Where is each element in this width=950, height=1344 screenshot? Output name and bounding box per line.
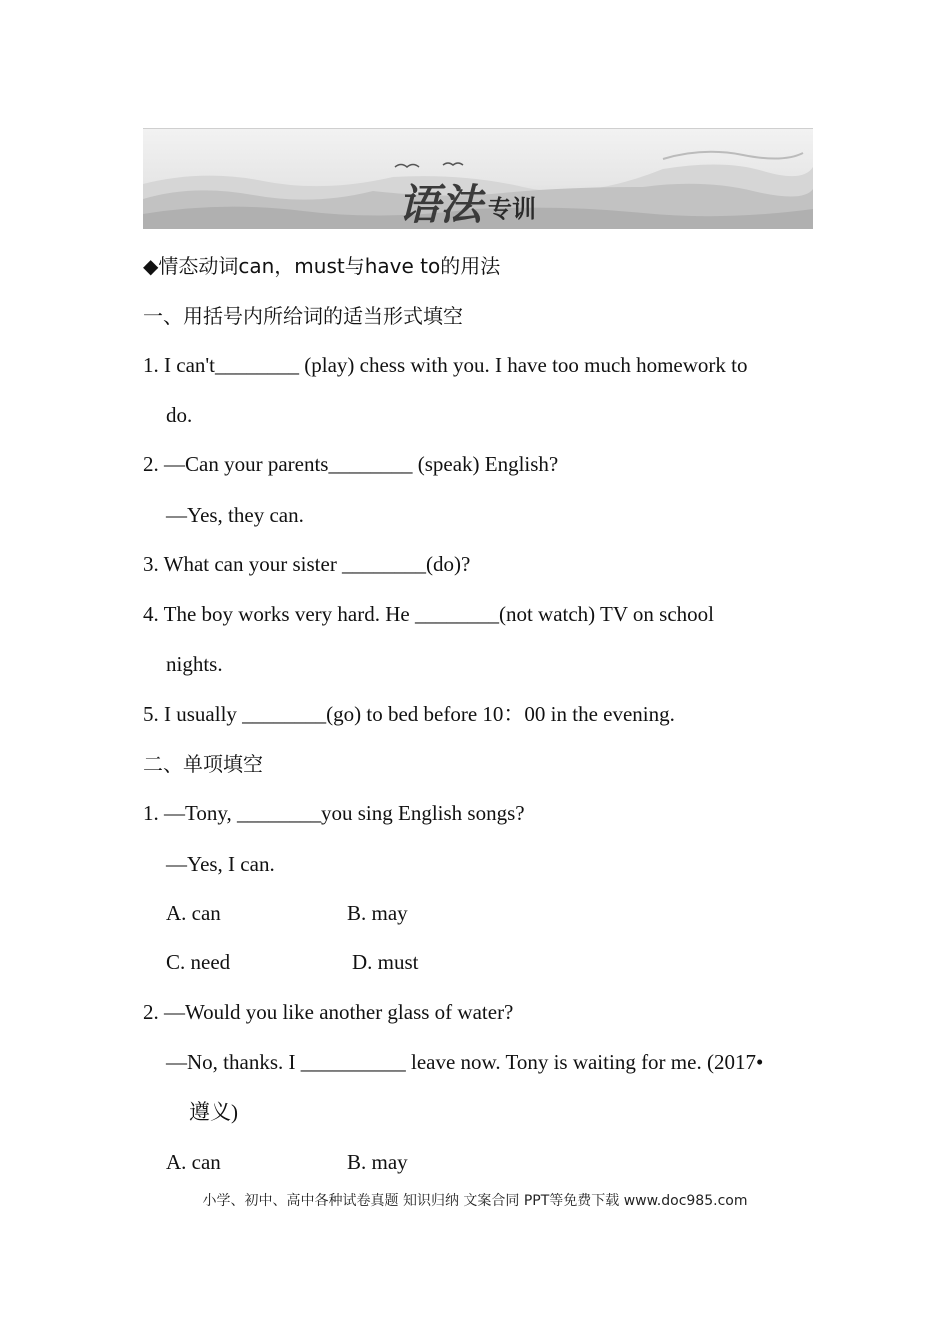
banner-title-small: 专训 — [488, 195, 536, 223]
s1-q5: 5. I usually ________(go) to bed before 10：00 in the evening. — [143, 702, 675, 726]
s1-q4-line1: 4. The boy works very hard. He ________(not watch) TV on school — [143, 602, 714, 626]
s2-q1-option-a: A. can — [166, 901, 221, 925]
s2-q2-answer-line2: 遵义) — [189, 1100, 238, 1124]
s1-q1-line1: 1. I can't________ (play) chess with you. I have too much homework to — [143, 353, 748, 377]
s2-q2-option-b: B. may — [347, 1150, 408, 1174]
s1-q2-question: 2. —Can your parents________ (speak) English? — [143, 452, 559, 476]
s2-q1-option-d: D. must — [352, 950, 419, 974]
s2-q2-option-a: A. can — [166, 1150, 221, 1174]
s1-q2-answer: —Yes, they can. — [166, 503, 304, 527]
s2-q2-answer-line1: —No, thanks. I __________ leave now. Tony is waiting for me. (2017• — [166, 1050, 764, 1074]
section-banner — [143, 128, 813, 229]
s1-q3: 3. What can your sister ________(do)? — [143, 552, 471, 576]
s2-q1-option-c: C. need — [166, 950, 231, 974]
banner-title-big: 语法 — [398, 180, 483, 229]
s2-q2-question: 2. —Would you like another glass of water? — [143, 1000, 514, 1024]
section1-title: 一、用括号内所给词的适当形式填空 — [143, 304, 463, 328]
s2-q1-question: 1. —Tony, ________you sing English songs? — [143, 801, 525, 825]
s2-q1-option-b: B. may — [347, 901, 408, 925]
mountain-landscape-image — [143, 129, 813, 229]
page-footer: 小学、初中、高中各种试卷真题 知识归纳 文案合同 PPT等免费下载 www.doc985.com — [202, 1193, 748, 1209]
s1-q4-line2: nights. — [166, 652, 223, 676]
section2-title: 二、单项填空 — [143, 752, 263, 776]
topic-heading: ◆情态动词can，must与have to的用法 — [143, 254, 501, 278]
s2-q1-answer: —Yes, I can. — [166, 852, 275, 876]
s1-q1-line2: do. — [166, 403, 193, 427]
